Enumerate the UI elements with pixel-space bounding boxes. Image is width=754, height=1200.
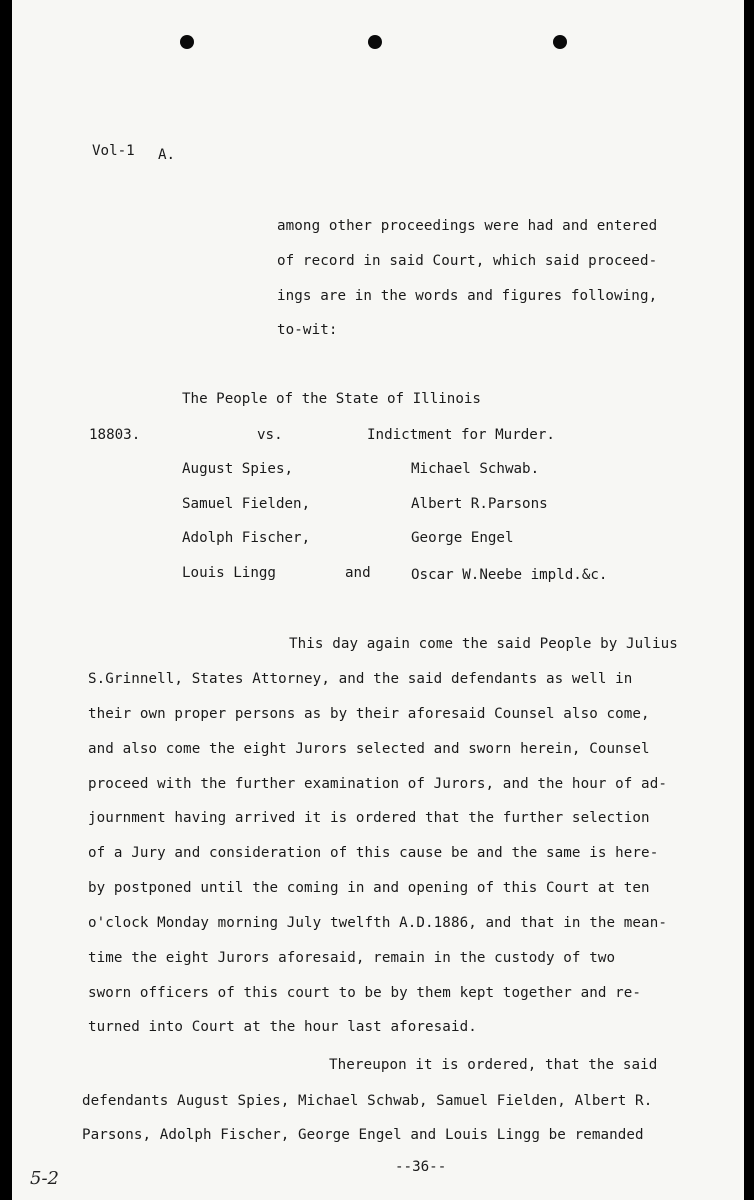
defendant-right: Oscar W.Neebe impld.&c. [411, 567, 608, 583]
body-line: by postponed until the coming in and opening of this Court at ten [88, 880, 650, 896]
body-line: sworn officers of this court to be by them kept together and re- [88, 985, 642, 1001]
body-line: of a Jury and consideration of this cause be and the same is here- [88, 845, 659, 861]
case-number: 18803. [89, 427, 141, 443]
margin-note: 5-2 [30, 1168, 59, 1189]
document-page [12, 0, 744, 1200]
charge-label: Indictment for Murder. [367, 427, 555, 443]
defendant-right: Michael Schwab. [411, 461, 540, 477]
body-line: time the eight Jurors aforesaid, remain in the custody of two [88, 950, 616, 966]
intro-line: ings are in the words and figures following, [277, 288, 658, 304]
conjunction-label: and [345, 565, 371, 581]
page-number: --36-- [395, 1159, 447, 1175]
body-line: and also come the eight Jurors selected and sworn herein, Counsel [88, 741, 650, 757]
body-line: o'clock Monday morning July twelfth A.D.1886, and that in the mean- [88, 915, 667, 931]
intro-line: among other proceedings were had and entered [277, 218, 658, 234]
versus-label: vs. [257, 427, 283, 443]
intro-line: of record in said Court, which said proceed- [277, 253, 658, 269]
defendant-right: George Engel [411, 530, 514, 546]
volume-label: Vol-1 [92, 143, 135, 159]
defendant-left: August Spies, [182, 461, 294, 477]
body-line: Thereupon it is ordered, that the said [329, 1057, 658, 1073]
intro-line: to-wit: [277, 322, 338, 338]
defendant-left: Louis Lingg [182, 565, 276, 581]
punch-hole-center [368, 35, 382, 49]
section-label: A. [158, 147, 176, 163]
body-line: defendants August Spies, Michael Schwab, Samuel Fielden, Albert R. [82, 1093, 653, 1109]
body-line: Parsons, Adolph Fischer, George Engel and Louis Lingg be remanded [82, 1127, 644, 1143]
body-line: turned into Court at the hour last aforesaid. [88, 1019, 477, 1035]
case-title: The People of the State of Illinois [182, 391, 481, 407]
defendant-right: Albert R.Parsons [411, 496, 548, 512]
defendant-left: Adolph Fischer, [182, 530, 311, 546]
body-line: journment having arrived it is ordered that the further selection [88, 810, 650, 826]
body-line: their own proper persons as by their aforesaid Counsel also come, [88, 706, 650, 722]
punch-hole-right [553, 35, 567, 49]
punch-hole-left [180, 35, 194, 49]
body-line: This day again come the said People by Julius [289, 636, 678, 652]
body-line: S.Grinnell, States Attorney, and the said defendants as well in [88, 671, 633, 687]
defendant-left: Samuel Fielden, [182, 496, 311, 512]
body-line: proceed with the further examination of Jurors, and the hour of ad- [88, 776, 667, 792]
